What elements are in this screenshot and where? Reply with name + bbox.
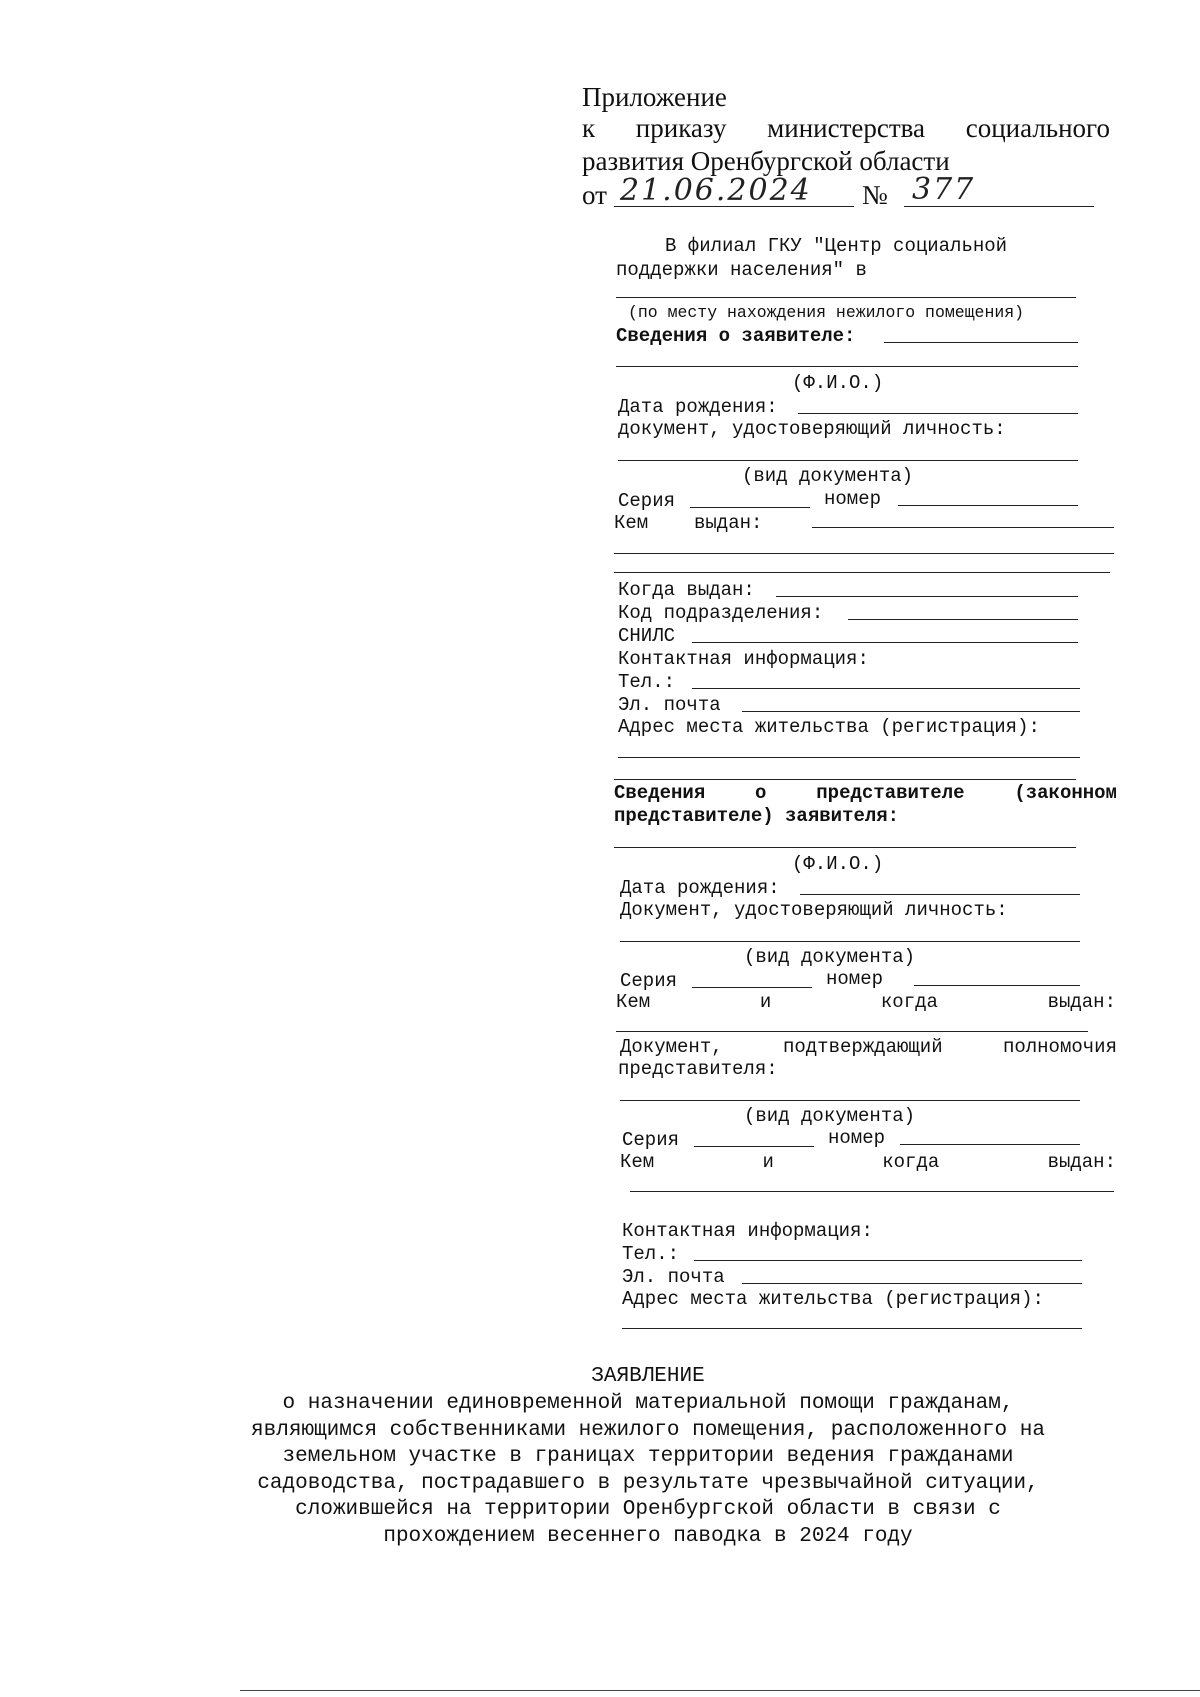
- applicant-issued-when-label: Когда выдан:: [618, 579, 755, 601]
- applicant-birth-label: Дата рождения:: [618, 396, 778, 418]
- applicant-email-label: Эл. почта: [618, 694, 721, 716]
- statement-line: прохождением весеннего паводка в 2024 году: [383, 1524, 913, 1548]
- representative-address-blank: [622, 1328, 1082, 1329]
- representative-contact-label: Контактная информация:: [622, 1220, 873, 1242]
- header-ministry-line: развития Оренбургской области: [582, 146, 950, 176]
- applicant-address-label: Адрес места жительства (регистрация):: [618, 716, 1040, 738]
- applicant-id-doc-label: документ, удостоверяющий личность:: [618, 418, 1006, 440]
- representative-fio-blank: [614, 847, 1076, 848]
- applicant-snils-label: СНИЛС: [618, 625, 676, 647]
- statement-line: являющимся собственниками нежилого помещения, расположенного на: [251, 1418, 1045, 1442]
- applicant-fio-hint: (Ф.И.О.): [792, 372, 884, 394]
- applicant-issued-by-word: Кем: [614, 512, 649, 534]
- header-date-prefix: от: [582, 180, 607, 210]
- header-word: приказу: [635, 113, 727, 143]
- representative-issued-line: [616, 991, 1116, 1013]
- applicant-issued-by-blank-2: [614, 553, 1114, 554]
- representative-authority-word: Документ,: [620, 1036, 723, 1058]
- representative-issued-word: выдан:: [1047, 1151, 1116, 1173]
- applicant-division-code-label: Код подразделения:: [618, 602, 824, 624]
- addressee-hint: (по месту нахождения нежилого помещения): [628, 303, 1025, 322]
- representative-email-label: Эл. почта: [622, 1266, 725, 1288]
- header-appendix-label: Приложение: [582, 82, 727, 112]
- representative-issued-word: Кем: [620, 1151, 655, 1173]
- header-word: к: [582, 113, 596, 143]
- scan-bottom-edge: [240, 1690, 1200, 1691]
- representative-authority-word: полномочия: [1002, 1036, 1117, 1058]
- applicant-section-title: Сведения о заявителе:: [616, 325, 856, 347]
- applicant-number-blank: [898, 505, 1078, 506]
- applicant-division-code-blank: [848, 619, 1078, 620]
- header-word: социального: [965, 113, 1110, 143]
- representative-issued-word: когда: [880, 991, 938, 1013]
- representative-id-doc-blank: [620, 941, 1080, 942]
- applicant-address-blank-2: [614, 779, 1076, 780]
- applicant-phone-blank: [692, 688, 1080, 689]
- applicant-series-label: Серия: [618, 490, 676, 512]
- applicant-address-blank: [618, 757, 1080, 758]
- representative-issued-word: и: [762, 1151, 774, 1173]
- header-number-prefix: №: [862, 180, 888, 210]
- addressee-line2: поддержки населения" в: [616, 259, 867, 281]
- representative-issued-line-2: [620, 1151, 1116, 1173]
- representative-title-word: Сведения: [614, 782, 706, 804]
- representative-issued-word: и: [759, 991, 772, 1013]
- representative-authority-line2: представителя:: [618, 1058, 778, 1080]
- applicant-issued-when-blank: [776, 596, 1078, 597]
- representative-series-blank: [692, 987, 812, 988]
- representative-address-label: Адрес места жительства (регистрация):: [622, 1288, 1044, 1310]
- representative-section-title: [614, 782, 1117, 804]
- applicant-email-blank: [742, 711, 1080, 712]
- representative-birth-label: Дата рождения:: [620, 877, 780, 899]
- header-number-handwritten: 377: [912, 172, 976, 207]
- addressee-blank: [616, 297, 1076, 298]
- representative-series-label: Серия: [620, 970, 678, 992]
- applicant-snils-blank: [692, 642, 1078, 643]
- representative-fio-hint: (Ф.И.О.): [792, 853, 884, 875]
- applicant-issued-by-word: выдан:: [694, 512, 763, 534]
- statement-line: земельном участке в границах территории ведения гражданами: [282, 1445, 1014, 1469]
- representative-number-blank: [914, 985, 1080, 986]
- header-date-handwritten: 21.06.2024: [620, 173, 812, 208]
- applicant-number-label: номер: [824, 488, 882, 510]
- representative-title-word: о: [755, 782, 767, 804]
- representative-issued-word: когда: [882, 1151, 940, 1173]
- representative-issued-word: Кем: [616, 991, 651, 1013]
- representative-number-blank-2: [900, 1144, 1080, 1145]
- applicant-series-blank: [690, 507, 810, 508]
- representative-phone-label: Тел.:: [622, 1243, 680, 1265]
- statement-title: ЗАЯВЛЕНИЕ: [591, 1365, 705, 1388]
- applicant-fio-blank: [616, 366, 1078, 367]
- representative-email-blank: [742, 1283, 1082, 1284]
- statement-line: о назначении единовременной материальной помощи гражданам,: [282, 1392, 1014, 1415]
- representative-title-word: (законном: [1014, 782, 1117, 804]
- statement-line: сложившейся на территории Оренбургской области в связи с: [295, 1498, 1001, 1522]
- representative-issued-blank: [616, 1031, 1088, 1032]
- header-order-line: [582, 113, 1110, 144]
- representative-section-title-line2: представителе) заявителя:: [614, 805, 900, 827]
- representative-doc-type-hint-2: (вид документа): [744, 1105, 916, 1127]
- applicant-doc-type-hint: (вид документа): [742, 465, 914, 487]
- representative-id-doc-label: Документ, удостоверяющий личность:: [620, 899, 1008, 921]
- applicant-id-doc-blank: [618, 460, 1078, 461]
- representative-phone-blank: [694, 1260, 1082, 1261]
- representative-number-label: номер: [826, 968, 884, 990]
- applicant-phone-label: Тел.:: [618, 671, 676, 693]
- representative-issued-word: выдан:: [1047, 991, 1116, 1013]
- applicant-title-blank: [884, 342, 1078, 343]
- representative-doc-type-hint: (вид документа): [744, 946, 916, 968]
- statement-body: [0, 1391, 1200, 1551]
- representative-authority-line: [620, 1036, 1117, 1058]
- header-word: министерства: [767, 113, 926, 143]
- representative-authority-blank: [620, 1100, 1080, 1101]
- statement-line: садоводства, пострадавшего в результате чрезвычайной ситуации,: [257, 1471, 1039, 1495]
- representative-title-word: представителе: [816, 782, 965, 804]
- applicant-birth-blank: [798, 413, 1078, 414]
- applicant-contact-label: Контактная информация:: [618, 648, 869, 670]
- representative-issued-blank-2: [630, 1191, 1114, 1192]
- representative-series-label-2: Серия: [622, 1129, 680, 1151]
- applicant-issued-by-blank-3: [614, 572, 1110, 573]
- representative-birth-blank: [800, 894, 1080, 895]
- addressee-line1: В филиал ГКУ "Центр социальной: [665, 235, 1008, 257]
- applicant-issued-by-blank: [812, 527, 1114, 528]
- representative-authority-word: подтверждающий: [782, 1036, 943, 1058]
- representative-series-blank-2: [694, 1146, 814, 1147]
- representative-number-label-2: номер: [828, 1127, 886, 1149]
